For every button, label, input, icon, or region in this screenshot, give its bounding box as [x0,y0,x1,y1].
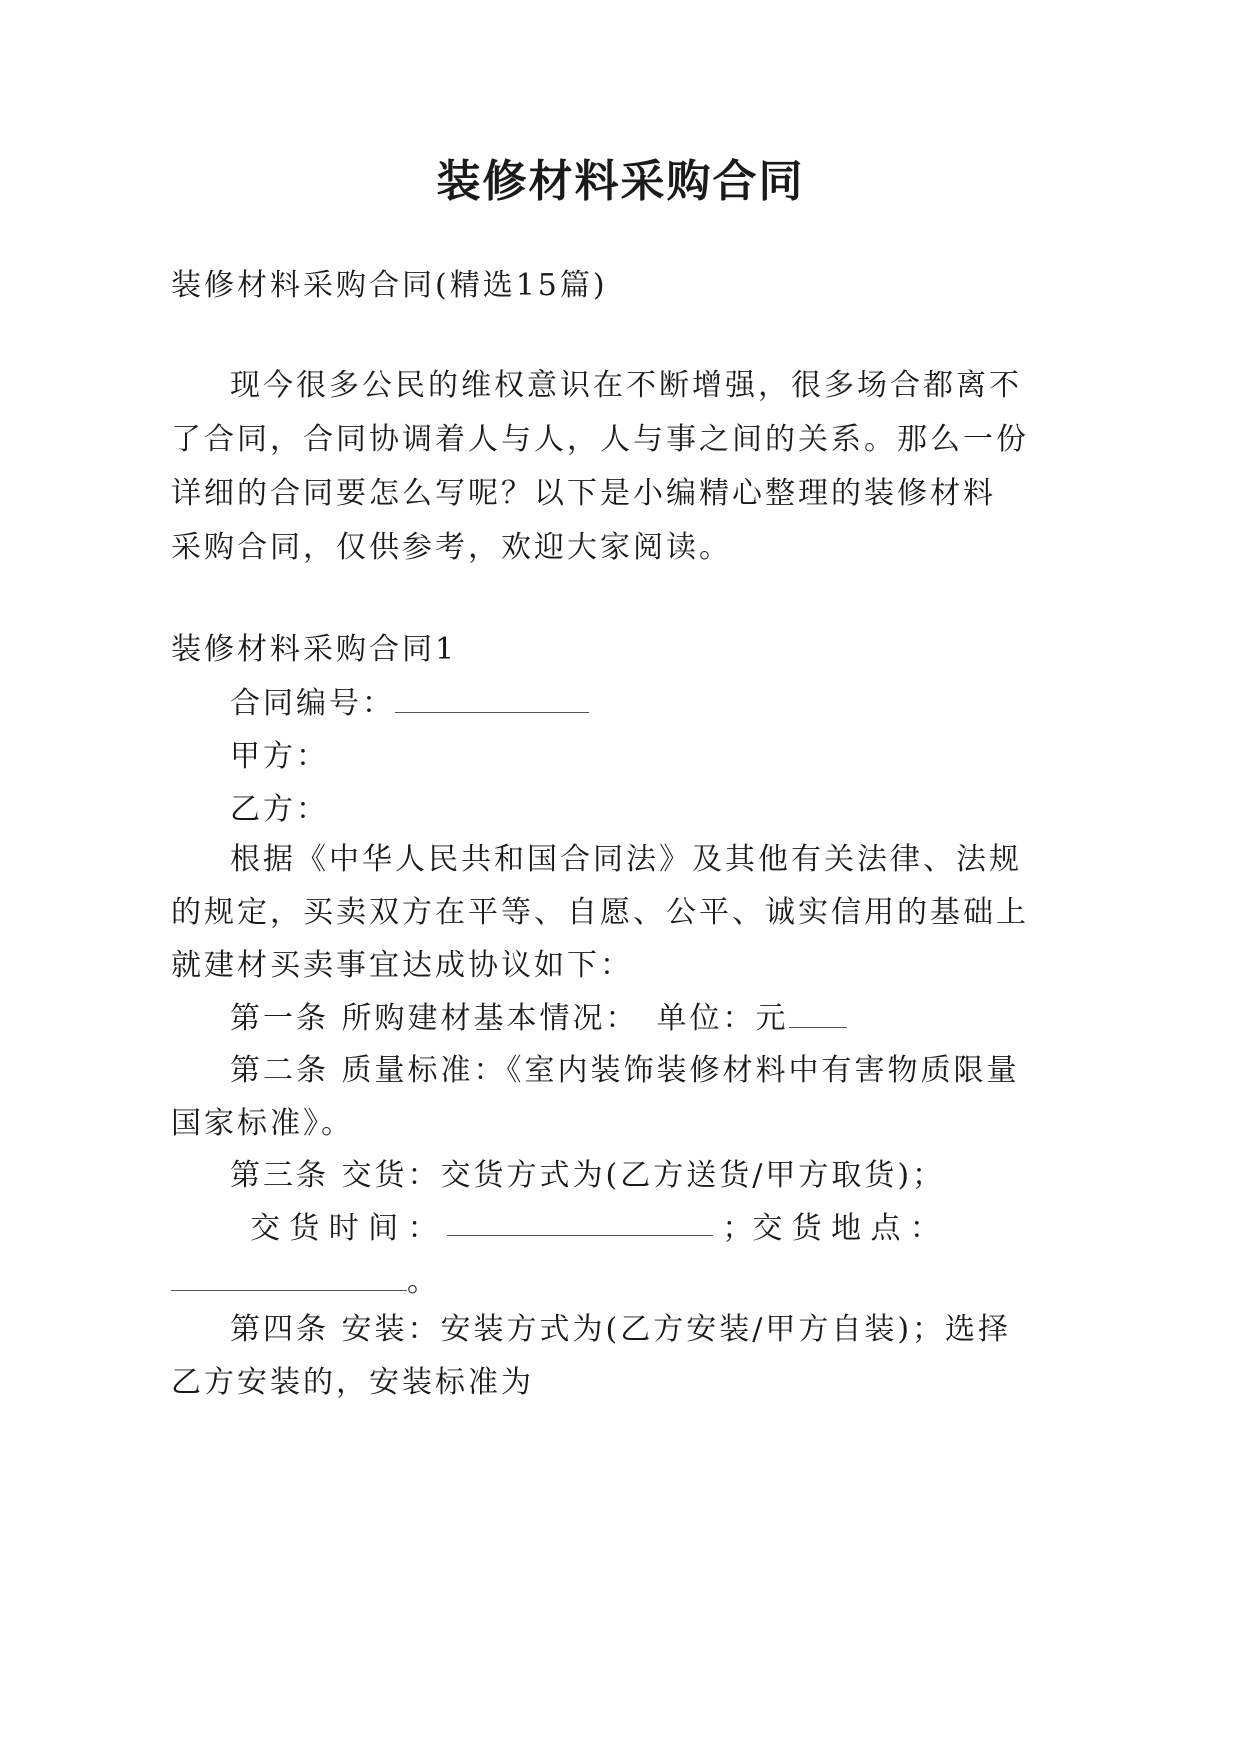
basis-line-3: 就建材买卖事宜达成协议如下： [171,948,633,983]
article-2-line-2: 国家标准》。 [171,1106,354,1141]
intro-line-1: 现今很多公民的维权意识在不断增强，很多场合都离不 [230,368,1022,403]
section-title: 装修材料采购合同1 [171,632,458,667]
delivery-place-char-5: ： [909,1211,940,1246]
contract-number-label: 合同编号： [230,686,395,721]
delivery-time-char-4: 间 [368,1211,399,1246]
delivery-place-row [171,1262,440,1302]
basis-line-2: 的规定，买卖双方在平等、自愿、公平、诚实信用的基础上 [171,895,1029,930]
contract-number-blank [395,686,589,713]
delivery-time-char-1: 交 [250,1211,280,1246]
party-b-label: 乙方： [230,792,329,827]
article-2-line-1: 第二条 质量标准：《室内装饰装修材料中有害物质限量 [230,1053,1020,1088]
delivery-time-char-3: 时 [328,1211,359,1246]
delivery-time-blank [447,1209,713,1236]
article-1-label: 第一条 所购建材基本情况： [230,1001,639,1036]
article-4-line-2: 乙方安装的，安装标准为 [171,1365,534,1400]
intro-line-2: 了合同，合同协调着人与人，人与事之间的关系。那么一份 [171,422,1029,457]
article-1-blank [789,1001,847,1028]
basis-line-1: 根据《中华人民共和国合同法》及其他有关法律、法规 [230,842,1022,877]
article-3-line: 第三条 交货：交货方式为(乙方送货/甲方取货)； [230,1158,946,1193]
delivery-time-char-2: 货 [289,1211,320,1246]
delivery-place-char-4: 点 [870,1211,901,1246]
delivery-place-char-1: ；交 [722,1211,783,1246]
article-4-line-1: 第四条 安装：安装方式为(乙方安装/甲方自装)；选择 [230,1312,1012,1347]
delivery-place-blank [171,1264,407,1291]
article-1-row [230,999,847,1039]
delivery-time-char-5: ： [407,1211,438,1246]
intro-line-3: 详细的合同要怎么写呢？以下是小编精心整理的装修材料 [171,476,996,511]
contract-number-row [230,684,589,724]
document-subtitle: 装修材料采购合同(精选15篇) [171,268,608,303]
delivery-row [250,1209,940,1249]
delivery-place-end: 。 [407,1264,440,1299]
article-1-unit: 单位：元 [656,1001,789,1036]
intro-line-4: 采购合同，仅供参考，欢迎大家阅读。 [171,530,732,565]
delivery-place-char-2: 货 [791,1211,822,1246]
party-a-label: 甲方： [230,739,329,774]
delivery-place-char-3: 地 [831,1211,862,1246]
document-title: 装修材料采购合同 [436,156,805,207]
